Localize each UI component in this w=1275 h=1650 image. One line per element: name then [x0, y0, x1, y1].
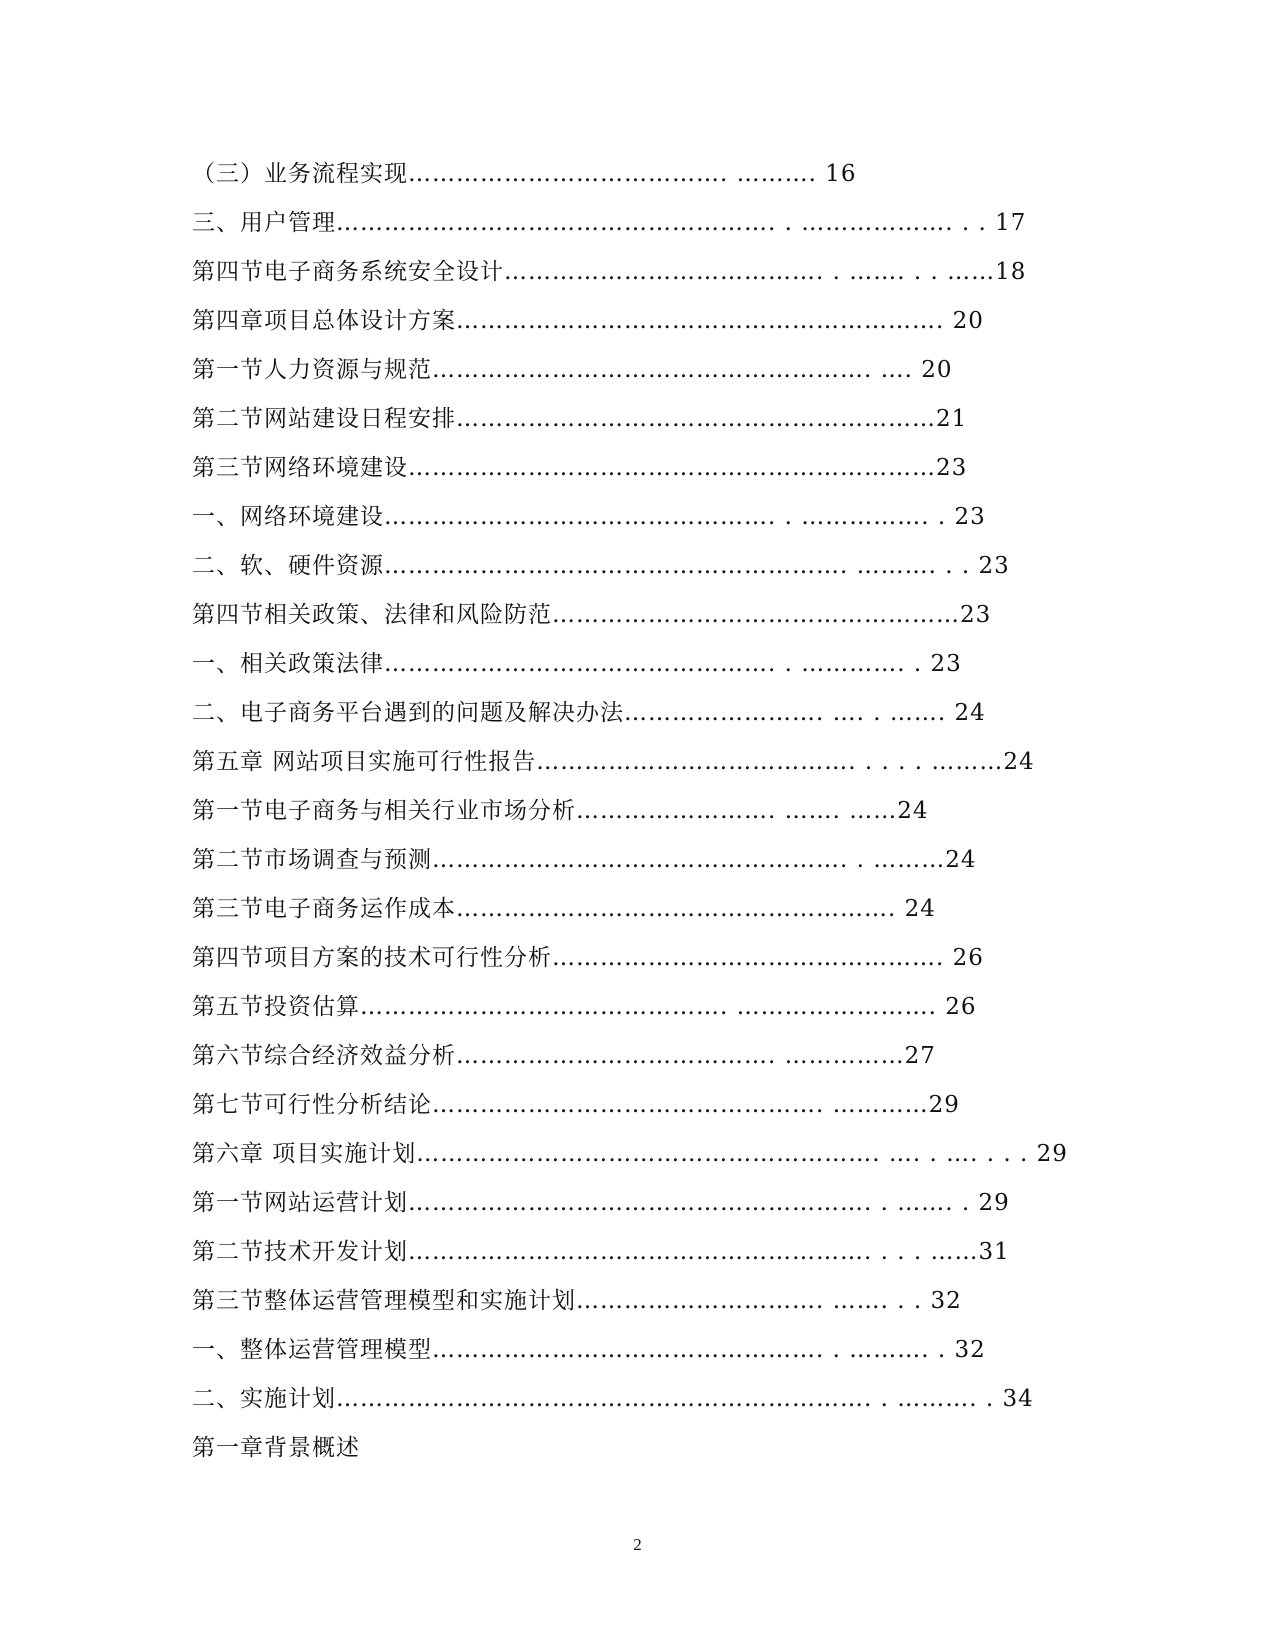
toc-entry: 第五章 网站项目实施可行性报告…………………………………. . . . . ………24	[192, 749, 1035, 775]
toc-entry: 第三节网络环境建设…………………………………………………………23	[192, 455, 968, 481]
toc-entry: 第一节网站运营计划…………………………………………………. . ……. . 29	[192, 1190, 1010, 1216]
toc-entry: 一、相关政策法律…………………………………………. . …………. . 23	[192, 651, 962, 677]
toc-entry: 第一节人力资源与规范………………………………………………. …. 20	[192, 357, 953, 383]
toc-entry: 三、用户管理………………………………………………. . ………………. . . 17	[192, 210, 1027, 236]
toc-entry: 第六章 项目实施计划…………………………………………………. …. . …. . . . 29	[192, 1141, 1068, 1167]
toc-entry: 第四节相关政策、法律和风险防范……………………………………………23	[192, 602, 992, 628]
toc-entry: 一、整体运营管理模型…………………………………………. . ………. . 32	[192, 1337, 986, 1363]
toc-entry: 第四章项目总体设计方案……………………………………………………. 20	[192, 308, 984, 334]
toc-entry: 二、实施计划…………………………………………………………. . ………. . 34	[192, 1386, 1034, 1412]
toc-entry: 一、网络环境建设…………………………………………. . ……………. . 23	[192, 504, 986, 530]
table-of-contents	[192, 150, 1072, 1473]
toc-entry: （三）业务流程实现…………………………………. ………. 16	[192, 161, 857, 187]
toc-entry: 第七节可行性分析结论…………………………………………. …………29	[192, 1092, 960, 1118]
toc-entry: 第六节综合经济效益分析…………………………………. ……………27	[192, 1043, 936, 1069]
page-number: 2	[633, 1535, 642, 1554]
toc-entry: 第五节投资估算………………………………………. ……………………. 26	[192, 994, 977, 1020]
toc-entry: 二、软、硬件资源…………………………………………………. ………. . . 23	[192, 553, 1010, 579]
toc-entry: 第二节技术开发计划…………………………………………………. . . . ……31	[192, 1239, 1010, 1265]
toc-entry: 二、电子商务平台遇到的问题及解决办法……………………. …. . ……. 24	[192, 700, 986, 726]
toc-entry: 第三节整体运营管理模型和实施计划…………………………. ……. . . 32	[192, 1288, 962, 1314]
toc-entry: 第二节网站建设日程安排……………………………………………………21	[192, 406, 968, 432]
chapter-heading: 第一章背景概述	[192, 1435, 360, 1461]
toc-entry: 第四节电子商务系统安全设计…………………………………. . ……. . . ……18	[192, 259, 1027, 285]
toc-entry: 第四节项目方案的技术可行性分析…………………………………………. 26	[192, 945, 984, 971]
toc-entry: 第三节电子商务运作成本………………………………………………. 24	[192, 896, 936, 922]
toc-entry: 第一节电子商务与相关行业市场分析……………………. ……. ……24	[192, 798, 929, 824]
toc-entry: 第二节市场调查与预测……………………………………………. . ………24	[192, 847, 977, 873]
